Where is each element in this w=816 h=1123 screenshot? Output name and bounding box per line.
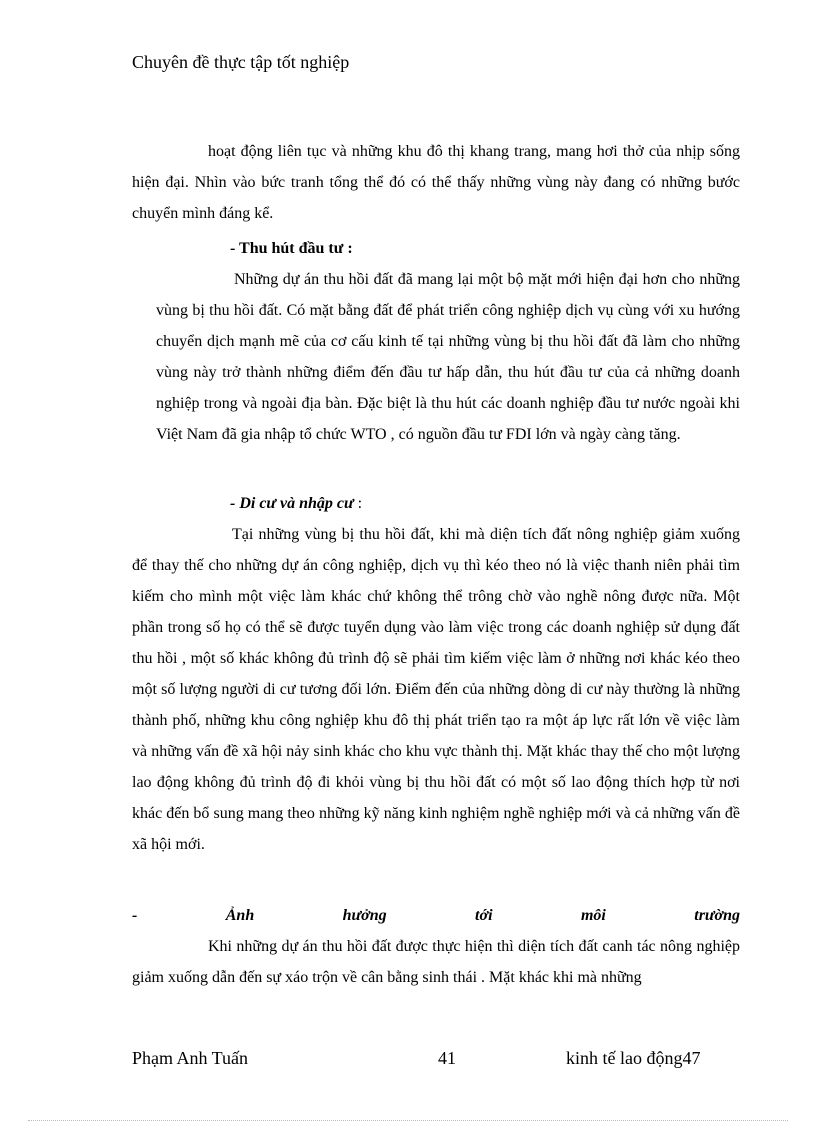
migration-heading-text: - Di cư và nhập cư: [230, 495, 354, 512]
investment-paragraph: Những dự án thu hồi đất đã mang lại một bộ mặt mới hiện đại hơn cho những vùng bị thu hồi đất. Có mặt bằng đất để phát triển công nghiệp dịch vụ cùng với xu hướng chuyển dịch mạnh mẽ của cơ cấu kinh tế tại những vùng bị thu hồi đất đã làm cho những vùng này trở thành những điểm đến đầu tư hấp dẫn, thu hút đầu tư của cả những doanh nghiệp trong và ngoài địa bàn. Đặc biệt là thu hút các doanh nghiệp đầu tư nước ngoài khi Việt Nam đã gia nhập tổ chức WTO , có nguồn đầu tư FDI lớn và ngày càng tăng.: [156, 271, 740, 443]
environment-paragraph: Khi những dự án thu hồi đất được thực hiện thì diện tích đất canh tác nông nghiệp giảm xuống dẫn đến sự xáo trộn về cân bằng sinh thái . Mặt khác khi mà những: [132, 938, 740, 986]
section-heading-environment: - Ảnh hưởng tới môi trường: [132, 907, 740, 924]
page-bottom-divider: [28, 1120, 788, 1121]
section-heading-investment: - Thu hút đầu tư :: [230, 240, 353, 257]
footer-class-label: kinh tế lao động47: [566, 1048, 701, 1068]
intro-paragraph: hoạt động liên tục và những khu đô thị khang trang, mang hơi thở của nhịp sống hiện đại. Nhìn vào bức tranh tổng thể đó có thể thấy những vùng này đang có những bước chuyển mình đáng kể.: [132, 143, 740, 222]
migration-heading-colon: :: [353, 495, 363, 512]
page-header-title: Chuyên đề thực tập tốt nghiệp: [132, 52, 350, 72]
migration-paragraph: Tại những vùng bị thu hồi đất, khi mà diện tích đất nông nghiệp giảm xuống để thay thế cho những dự án công nghiệp, dịch vụ thì kéo theo nó là việc thanh niên phải tìm kiếm cho mình một việc làm khác chứ không thể trông chờ vào nghề nông được nữa. Một phần trong số họ có thể sẽ được tuyển dụng vào làm việc trong các doanh nghiệp sử dụng đất thu hồi , một số khác không đủ trình độ sẽ phải tìm kiếm việc làm ở những nơi khác kéo theo một số lượng người di cư tương đối lớn. Điểm đến của những dòng di cư này thường là những thành phố, những khu công nghiệp khu đô thị phát triển tạo ra một áp lực rất lớn về việc làm và những vấn đề xã hội nảy sinh khác cho khu vực thành thị. Mặt khác thay thế cho một lượng lao động không đủ trình độ đi khỏi vùng bị thu hồi đất có một số lao động thích hợp từ nơi khác đến bổ sung mang theo những kỹ năng kinh nghiệm nghề nghiệp mới và cả những vấn đề xã hội mới.: [132, 526, 740, 853]
footer-author: Phạm Anh Tuấn: [132, 1048, 249, 1068]
footer-page-number: 41: [438, 1048, 456, 1068]
section-heading-migration: [230, 488, 362, 519]
